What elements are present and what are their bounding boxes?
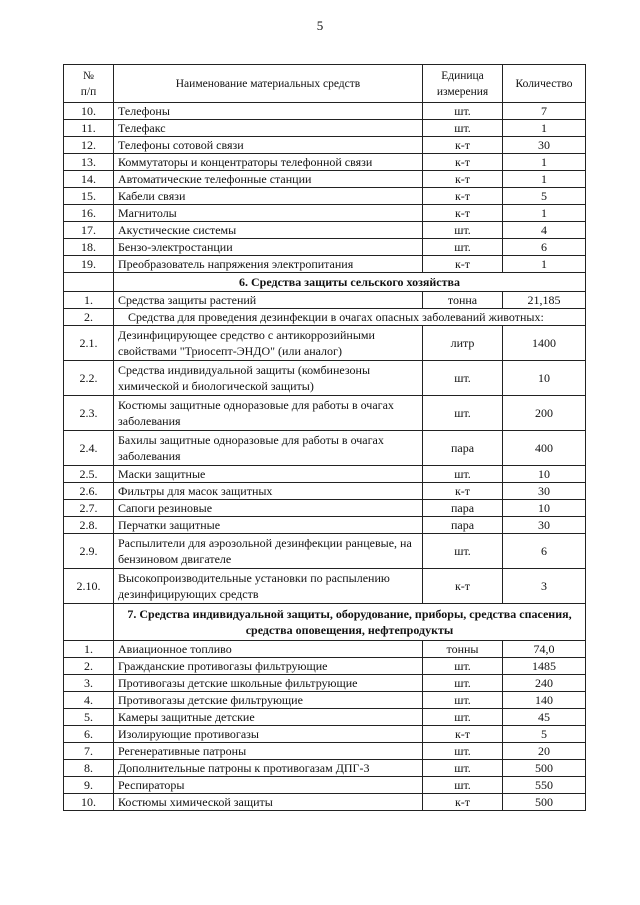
row-unit: к-т	[423, 171, 503, 188]
table-row	[64, 709, 586, 726]
header-unit: Единица измерения	[423, 65, 503, 103]
row-name: Камеры защитные детские	[114, 709, 423, 726]
row-qty: 1	[503, 171, 586, 188]
row-unit: шт.	[423, 743, 503, 760]
row-unit: пара	[423, 431, 503, 466]
table-row	[64, 483, 586, 500]
table-row	[64, 137, 586, 154]
table-row	[64, 692, 586, 709]
row-qty: 4	[503, 222, 586, 239]
section-num-cell	[64, 604, 114, 641]
table-row	[64, 396, 586, 431]
row-num: 9.	[64, 777, 114, 794]
row-unit: к-т	[423, 569, 503, 604]
row-num: 2.9.	[64, 534, 114, 569]
row-unit: шт.	[423, 658, 503, 675]
row-name: Маски защитные	[114, 466, 423, 483]
table-row	[64, 641, 586, 658]
section-title: 6. Средства защиты сельского хозяйства	[114, 273, 586, 292]
row-qty: 45	[503, 709, 586, 726]
row-unit: шт.	[423, 675, 503, 692]
row-unit: к-т	[423, 483, 503, 500]
row-unit: шт.	[423, 103, 503, 120]
row-qty: 500	[503, 794, 586, 811]
row-num: 11.	[64, 120, 114, 137]
row-num: 2.6.	[64, 483, 114, 500]
row-qty: 400	[503, 431, 586, 466]
row-name: Респираторы	[114, 777, 423, 794]
row-qty: 3	[503, 569, 586, 604]
row-unit: шт.	[423, 709, 503, 726]
row-unit: шт.	[423, 361, 503, 396]
row-unit: шт.	[423, 466, 503, 483]
table-row	[64, 658, 586, 675]
subsection-title: Средства для проведения дезинфекции в очагах опасных заболеваний животных:	[114, 309, 586, 326]
table-row	[64, 205, 586, 222]
row-num: 17.	[64, 222, 114, 239]
row-unit: шт.	[423, 239, 503, 256]
row-qty: 21,185	[503, 292, 586, 309]
row-qty: 140	[503, 692, 586, 709]
row-qty: 10	[503, 361, 586, 396]
table-row	[64, 292, 586, 309]
table-row	[64, 534, 586, 569]
row-num: 1.	[64, 641, 114, 658]
table-row	[64, 154, 586, 171]
row-qty: 30	[503, 137, 586, 154]
row-num: 7.	[64, 743, 114, 760]
table-row	[64, 431, 586, 466]
row-name: Высокопроизводительные установки по распылению дезинфицирующих средств	[114, 569, 423, 604]
section-num-cell	[64, 273, 114, 292]
row-qty: 30	[503, 483, 586, 500]
table-row	[64, 517, 586, 534]
row-num: 2.10.	[64, 569, 114, 604]
row-num: 2.7.	[64, 500, 114, 517]
row-unit: литр	[423, 326, 503, 361]
row-name: Авиационное топливо	[114, 641, 423, 658]
page-number: 5	[316, 18, 324, 33]
table-row	[64, 760, 586, 777]
row-qty: 10	[503, 500, 586, 517]
row-qty: 5	[503, 726, 586, 743]
row-num: 2.2.	[64, 361, 114, 396]
row-num: 10.	[64, 103, 114, 120]
row-num: 18.	[64, 239, 114, 256]
row-name: Телефоны	[114, 103, 423, 120]
table-row	[64, 239, 586, 256]
row-name: Коммутаторы и концентраторы телефонной связи	[114, 154, 423, 171]
row-num: 5.	[64, 709, 114, 726]
row-qty: 6	[503, 534, 586, 569]
header-name: Наименование материальных средств	[114, 65, 423, 103]
row-name: Средства защиты растений	[114, 292, 423, 309]
row-num: 12.	[64, 137, 114, 154]
row-name: Телефоны сотовой связи	[114, 137, 423, 154]
row-qty: 240	[503, 675, 586, 692]
row-unit: шт.	[423, 760, 503, 777]
row-qty: 6	[503, 239, 586, 256]
row-unit: к-т	[423, 137, 503, 154]
row-name: Перчатки защитные	[114, 517, 423, 534]
row-num: 2.	[64, 658, 114, 675]
section-row	[64, 604, 586, 641]
row-qty: 200	[503, 396, 586, 431]
row-unit: пара	[423, 500, 503, 517]
row-name: Гражданские противогазы фильтрующие	[114, 658, 423, 675]
materials-table	[63, 64, 586, 811]
row-unit: шт.	[423, 777, 503, 794]
row-num: 19.	[64, 256, 114, 273]
row-num: 15.	[64, 188, 114, 205]
table-row	[64, 569, 586, 604]
row-name: Бахилы защитные одноразовые для работы в очагах заболевания	[114, 431, 423, 466]
row-num: 1.	[64, 292, 114, 309]
row-unit: к-т	[423, 726, 503, 743]
row-unit: шт.	[423, 692, 503, 709]
row-unit: пара	[423, 517, 503, 534]
table-row	[64, 361, 586, 396]
row-name: Регенеративные патроны	[114, 743, 423, 760]
row-qty: 1485	[503, 658, 586, 675]
row-qty: 1400	[503, 326, 586, 361]
row-name: Преобразователь напряжения электропитания	[114, 256, 423, 273]
row-num: 2.3.	[64, 396, 114, 431]
table-header-row	[64, 65, 586, 103]
row-num: 6.	[64, 726, 114, 743]
row-unit: тонна	[423, 292, 503, 309]
table-row	[64, 222, 586, 239]
row-name: Кабели связи	[114, 188, 423, 205]
row-name: Сапоги резиновые	[114, 500, 423, 517]
table-body	[64, 103, 586, 811]
row-num: 8.	[64, 760, 114, 777]
row-unit: шт.	[423, 120, 503, 137]
row-unit: шт.	[423, 222, 503, 239]
table-row	[64, 675, 586, 692]
row-unit: шт.	[423, 396, 503, 431]
row-qty: 550	[503, 777, 586, 794]
row-name: Акустические системы	[114, 222, 423, 239]
table-row	[64, 120, 586, 137]
row-unit: шт.	[423, 534, 503, 569]
row-qty: 20	[503, 743, 586, 760]
row-num: 14.	[64, 171, 114, 188]
row-qty: 7	[503, 103, 586, 120]
row-qty: 1	[503, 205, 586, 222]
table-row	[64, 794, 586, 811]
section-row	[64, 273, 586, 292]
table-row	[64, 256, 586, 273]
row-name: Противогазы детские школьные фильтрующие	[114, 675, 423, 692]
row-num: 2.5.	[64, 466, 114, 483]
row-name: Дополнительные патроны к противогазам ДПГ-3	[114, 760, 423, 777]
row-name: Средства индивидуальной защиты (комбинезоны химической и биологической защиты)	[114, 361, 423, 396]
row-qty: 10	[503, 466, 586, 483]
row-unit: к-т	[423, 205, 503, 222]
row-name: Телефакс	[114, 120, 423, 137]
row-name: Фильтры для масок защитных	[114, 483, 423, 500]
header-qty: Количество	[503, 65, 586, 103]
row-name: Распылители для аэрозольной дезинфекции ранцевые, на бензиновом двигателе	[114, 534, 423, 569]
row-name: Магнитолы	[114, 205, 423, 222]
row-name: Автоматические телефонные станции	[114, 171, 423, 188]
table-row	[64, 188, 586, 205]
row-unit: к-т	[423, 794, 503, 811]
section-title: 7. Средства индивидуальной защиты, оборудование, приборы, средства спасения, средства оповещения, нефтепродукты	[114, 604, 586, 641]
row-name: Противогазы детские фильтрующие	[114, 692, 423, 709]
row-num: 2.8.	[64, 517, 114, 534]
table-row	[64, 326, 586, 361]
table-row	[64, 103, 586, 120]
row-num: 16.	[64, 205, 114, 222]
row-num: 10.	[64, 794, 114, 811]
row-qty: 500	[503, 760, 586, 777]
table-row	[64, 743, 586, 760]
table-row	[64, 500, 586, 517]
row-name: Костюмы защитные одноразовые для работы в очагах заболевания	[114, 396, 423, 431]
subsection-row	[64, 309, 586, 326]
header-num: № п/п	[64, 65, 114, 103]
row-num: 2.4.	[64, 431, 114, 466]
row-qty: 1	[503, 154, 586, 171]
row-name: Дезинфицирующее средство с антикоррозийными свойствами "Триосепт-ЭНДО" (или аналог)	[114, 326, 423, 361]
table-row	[64, 726, 586, 743]
row-unit: тонны	[423, 641, 503, 658]
row-num: 2.	[64, 309, 114, 326]
row-qty: 1	[503, 120, 586, 137]
row-qty: 30	[503, 517, 586, 534]
row-name: Бензо-электростанции	[114, 239, 423, 256]
table-row	[64, 777, 586, 794]
row-unit: к-т	[423, 154, 503, 171]
row-unit: к-т	[423, 188, 503, 205]
row-num: 13.	[64, 154, 114, 171]
row-num: 4.	[64, 692, 114, 709]
row-qty: 1	[503, 256, 586, 273]
row-num: 2.1.	[64, 326, 114, 361]
table-row	[64, 466, 586, 483]
row-num: 3.	[64, 675, 114, 692]
row-name: Костюмы химической защиты	[114, 794, 423, 811]
row-qty: 74,0	[503, 641, 586, 658]
row-unit: к-т	[423, 256, 503, 273]
row-qty: 5	[503, 188, 586, 205]
row-name: Изолирующие противогазы	[114, 726, 423, 743]
table-row	[64, 171, 586, 188]
